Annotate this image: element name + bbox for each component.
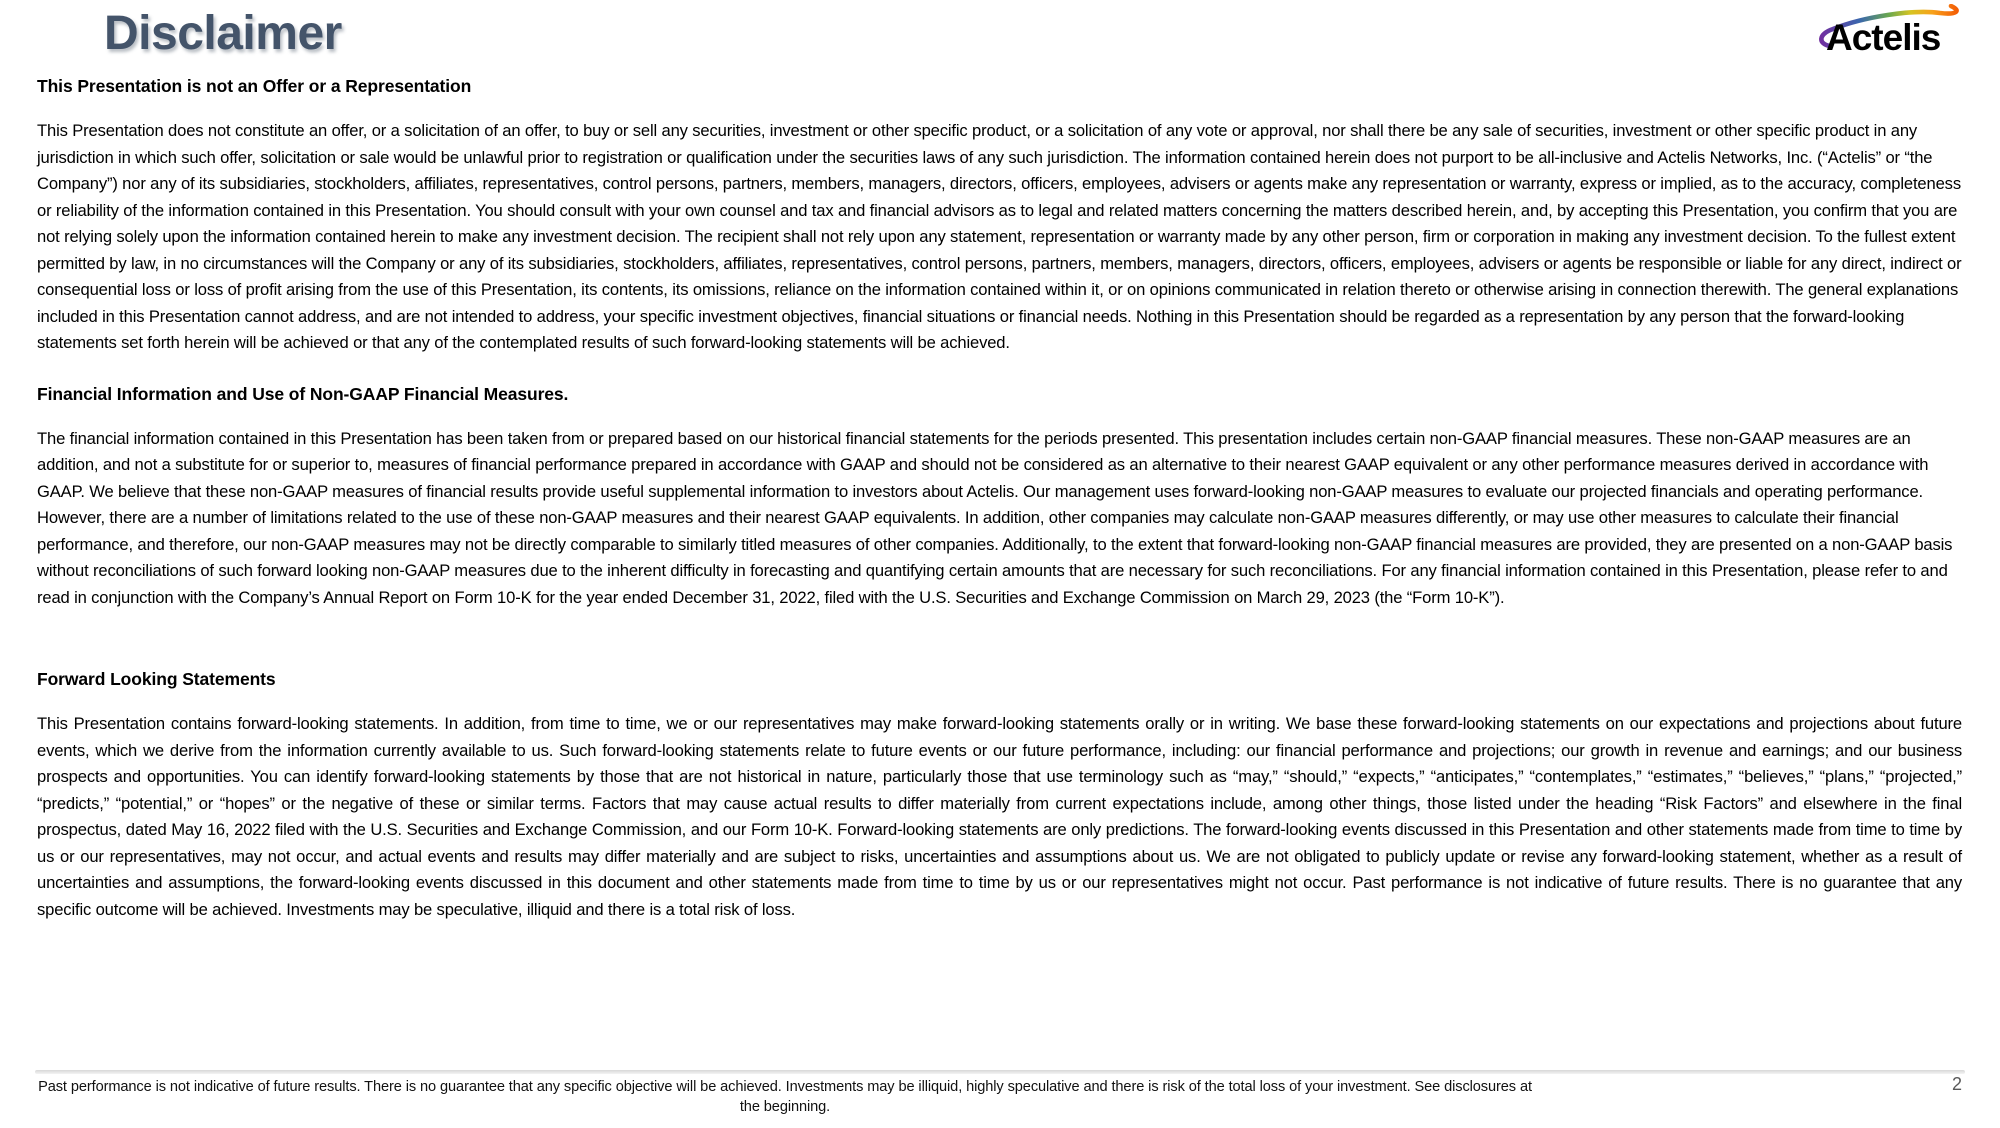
section-forward-looking-body: This Presentation contains forward-looking statements. In addition, from time to time, we or our representatives may make forward-looking statements orally or in writing. We base these forward-looking statements on our expectations and projections about future events, which we derive from the information currently available to us. Such forward-looking statements relate to future events or our future performance, including: our financial performance and projections; our growth in revenue and earnings; and our business prospects and opportunities. You can identify forward-looking statements by those that are not historical in nature, particularly those that use terminology such as “may,” “should,” “expects,” “anticipates,” “contemplates,” “estimates,” “believes,” “plans,” “projected,” “predicts,” “potential,” or “hopes” or the negative of these or similar terms. Factors that may cause actual results to differ materially from current expectations include, among other things, those listed under the heading “Risk Factors” and elsewhere in the final prospectus, dated May 16, 2022 filed with the U.S. Securities and Exchange Commission, and our Form 10-K. Forward-looking statements are only predictions. The forward-looking events discussed in this Presentation and other statements made from time to time by us or our representatives, may not occur, and actual events and results may differ materially and are subject to risks, uncertainties and assumptions about us. We are not obligated to publicly update or revise any forward-looking statement, whether as a result of uncertainties and assumptions, the forward-looking events discussed in this document and other statements made from time to time by us or our representatives might not occur. Past performance is not indicative of future results. There is no guarantee that any specific outcome will be achieved. Investments may be speculative, illiquid and there is a total risk of loss. (37, 714, 1962, 919)
logo-text: Actelis (1826, 17, 1941, 58)
footer-disclaimer: Past performance is not indicative of future results. There is no guarantee that any specific objective will be achieved. Investments may be illiquid, highly speculative and there is risk of the total loss of your investment. See disclosures at the beginning. (38, 1079, 1532, 1115)
section-offer-body: This Presentation does not constitute an offer, or a solicitation of an offer, to buy or sell any securities, investment or other specific product, or a solicitation of any vote or approval, nor shall there be any sale of securities, investment or other specific product in any jurisdiction in which such offer, solicitation or sale would be unlawful prior to registration or qualification under the securities laws of any such jurisdiction. The information contained herein does not purport to be all-inclusive and Actelis Networks, Inc. (“Actelis” or “the Company”) nor any of its subsidiaries, stockholders, affiliates, representatives, control persons, partners, members, managers, directors, officers, employees, advisers or agents make any representation or warranty, express or implied, as to the accuracy, completeness or reliability of the information contained in this Presentation. You should consult with your own counsel and tax and financial advisors as to legal and related matters concerning the matters described herein, and, by accepting this Presentation, you confirm that you are not relying solely upon the information contained herein to make any investment decision. The recipient shall not rely upon any statement, representation or warranty made by any other person, firm or corporation in making any investment decision. To the fullest extent permitted by law, in no circumstances will the Company or any of its subsidiaries, stockholders, affiliates, representatives, control persons, partners, members, managers, directors, officers, employees, advisers or agents be responsible or liable for any direct, indirect or consequential loss or loss of profit arising from the use of this Presentation, its contents, its omissions, reliance on the information contained within it, or on opinions communicated in relation thereto or otherwise arising in connection therewith. The general explanations included in this Presentation cannot address, and are not intended to address, your specific investment objectives, financial situations or financial needs. Nothing in this Presentation should be regarded as a representation by any person that the forward-looking statements set forth herein will be achieved or that any of the contemplated results of such forward-looking statements will be achieved. (37, 121, 1962, 352)
section-nongaap-heading: Financial Information and Use of Non-GAAP Financial Measures. (37, 383, 569, 404)
footer-divider (35, 1070, 1965, 1074)
section-offer-heading: This Presentation is not an Offer or a Representation (37, 76, 472, 96)
section-nongaap-body: The financial information contained in this Presentation has been taken from or prepared based on our historical financial statements for the periods presented. This presentation includes certain non-GAAP financial measures. These non-GAAP measures are an addition, and not a substitute for or superior to, measures of financial performance prepared in accordance with GAAP and should not be considered as an alternative to their nearest GAAP equivalent or any other performance measures derived in accordance with GAAP. We believe that these non-GAAP measures of financial results provide useful supplemental information to investors about Actelis. Our management uses forward-looking non-GAAP measures to evaluate our projected financials and operating performance. However, there are a number of limitations related to the use of these non-GAAP measures and their nearest GAAP equivalents. In addition, other companies may calculate non-GAAP measures differently, or may use other measures to calculate their financial performance, and therefore, our non-GAAP measures may not be directly comparable to similarly titled measures of other companies. Additionally, to the extent that forward-looking non-GAAP financial measures are provided, they are presented on a non-GAAP basis without reconciliations of such forward looking non-GAAP measures due to the inherent difficulty in forecasting and quantifying certain amounts that are necessary for such reconciliations. For any financial information contained in this Presentation, please refer to and read in conjunction with the Company’s Annual Report on Form 10-K for the year ended December 31, 2022, filed with the U.S. Securities and Exchange Commission on March 29, 2023 (the “Form 10-K”). (37, 428, 1953, 607)
actelis-logo (1818, 4, 1978, 62)
page-number: 2 (1951, 1074, 1962, 1094)
slide-body (37, 76, 1962, 950)
section-forward-looking-heading: Forward Looking Statements (37, 669, 276, 689)
page-title: Disclaimer (104, 7, 342, 60)
